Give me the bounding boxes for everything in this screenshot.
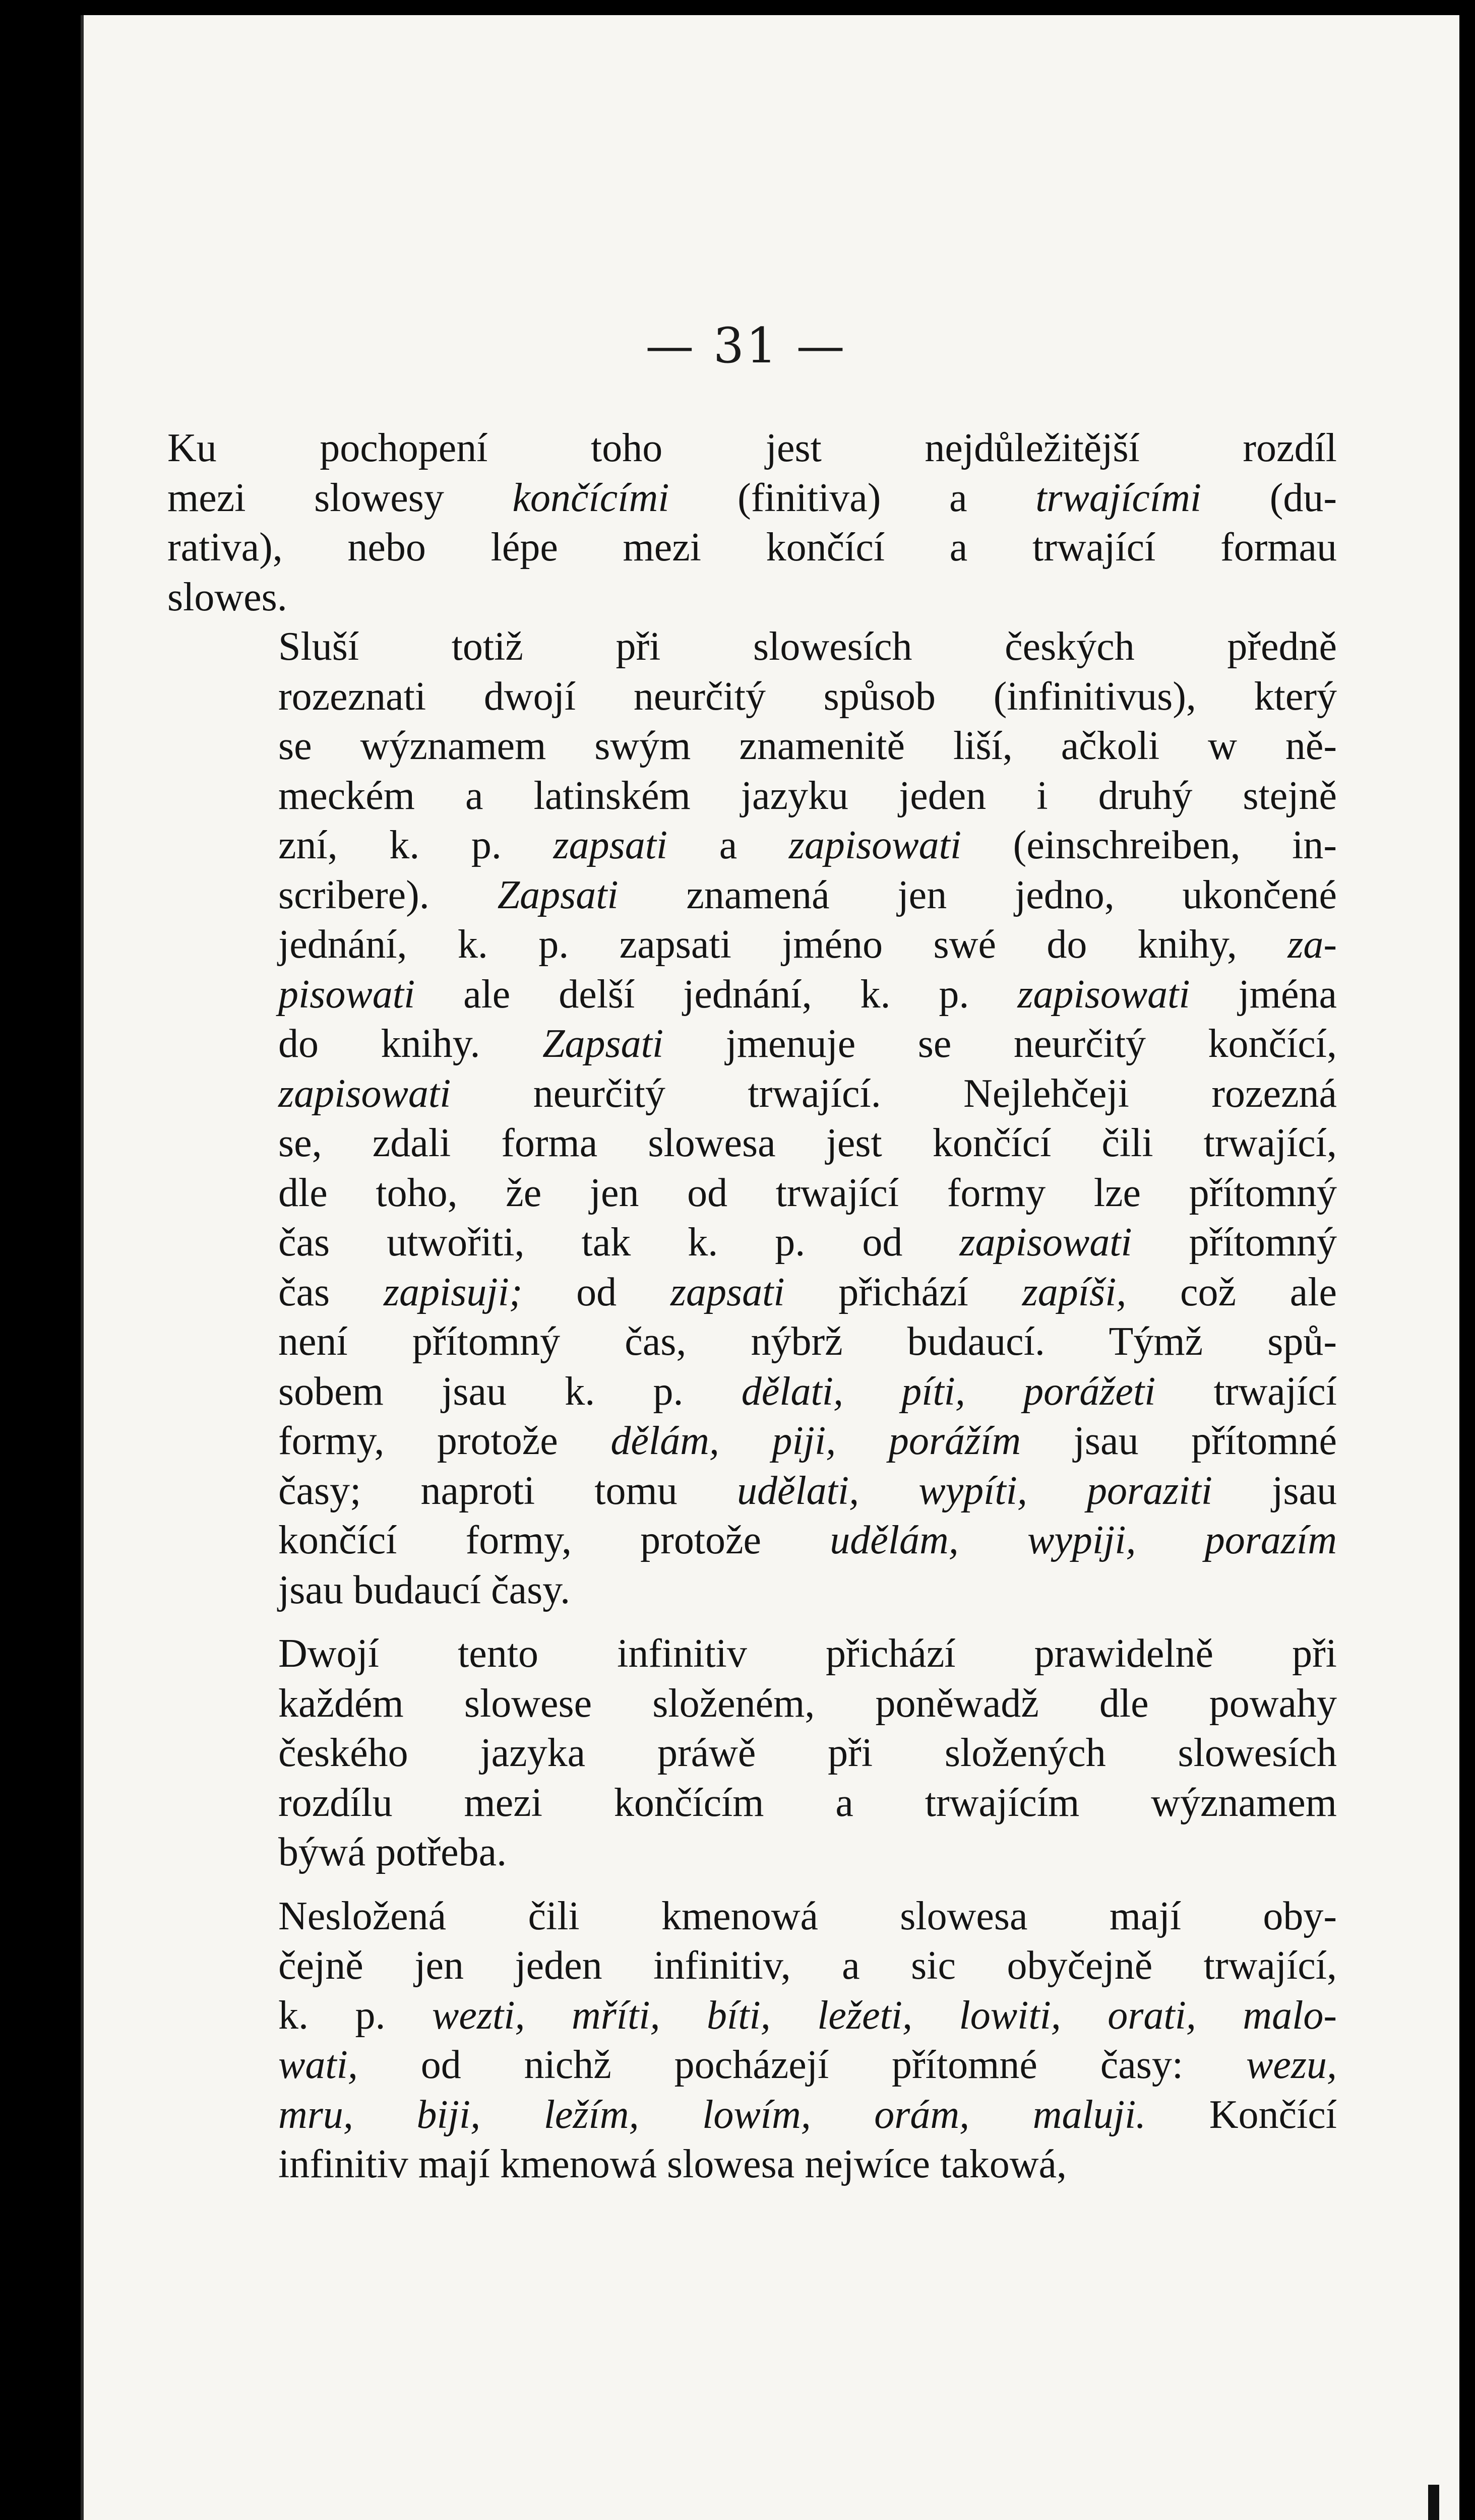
text-run: infinitiv mají kmenowá slowesa nejwíce takowá,: [278, 2142, 1067, 2186]
italic-term: wezu,: [1246, 2043, 1337, 2087]
text-run: není přítomný čas, nýbrž budaucí. Týmž spů-: [278, 1319, 1337, 1364]
text-run: od: [522, 1270, 670, 1314]
text-run: čejně jen jeden infinitiv, a sic obyčejně trwající,: [278, 1943, 1337, 1988]
paragraph: [167, 1629, 1337, 1877]
text-run: každém slowese složeném, poněwadž dle powahy: [278, 1681, 1337, 1726]
text-run: jednání, k. p. zapsati jméno swé do knihy,: [278, 922, 1288, 967]
text-run: Ku pochopení toho jest nejdůležitější rozdíl: [167, 426, 1337, 470]
text-line: [167, 1516, 1337, 1565]
text-run: trwající: [1155, 1369, 1337, 1414]
italic-term: zapsati: [670, 1270, 785, 1314]
italic-term: udělati, wypíti, poraziti: [736, 1468, 1212, 1513]
text-line: [167, 771, 1337, 821]
page-gutter-edge: [81, 15, 84, 2520]
text-line: [167, 1317, 1337, 1367]
text-run: neurčitý trwající. Nejlehčeji rozezná: [451, 1071, 1337, 1116]
text-run: od nichž pocházejí přítomné časy:: [357, 2043, 1246, 2087]
text-run: sobem jsau k. p.: [278, 1369, 742, 1414]
text-line: [167, 1941, 1337, 1991]
text-run: Končící: [1146, 2092, 1337, 2137]
text-line: [167, 821, 1337, 870]
italic-term: trwajícími: [1035, 475, 1202, 520]
text-line: [167, 1168, 1337, 1218]
text-line: [167, 1565, 1337, 1615]
text-run: což ale: [1126, 1270, 1337, 1314]
text-run: Nesložená čili kmenowá slowesa mají oby-: [278, 1894, 1337, 1938]
text-line: [167, 523, 1337, 573]
book-page: [81, 15, 1459, 2520]
italic-term: zapisowati: [1017, 972, 1190, 1017]
text-line: [167, 1466, 1337, 1516]
text-run: formy, protože: [278, 1419, 611, 1463]
italic-term: za-: [1287, 922, 1337, 967]
text-line: [167, 573, 1337, 622]
text-line: [167, 1416, 1337, 1466]
text-run: rozdílu mezi končícím a trwajícím wýznamem: [278, 1780, 1337, 1825]
body-text: [167, 423, 1337, 2189]
text-line: [167, 1728, 1337, 1778]
text-line: [167, 920, 1337, 970]
text-line: [167, 721, 1337, 771]
italic-term: končícími: [512, 475, 669, 520]
paragraph: [167, 1892, 1337, 2189]
text-line: [167, 672, 1337, 722]
page-number: — 31 —: [645, 318, 847, 374]
text-line: [167, 1629, 1337, 1679]
italic-term: zapisuji;: [383, 1270, 523, 1314]
text-run: býwá potřeba.: [278, 1830, 507, 1874]
text-line: [167, 1991, 1337, 2041]
text-run: do knihy.: [278, 1022, 543, 1066]
text-run: a: [667, 823, 789, 867]
text-line: [167, 2090, 1337, 2140]
paragraph: [167, 622, 1337, 1615]
text-run: se wýznamem swým znamenitě liší, ačkoli w ně-: [278, 724, 1337, 768]
text-run: slowes.: [167, 575, 287, 619]
italic-term: udělám, wypiji, porazím: [830, 1518, 1337, 1562]
italic-term: Zapsati: [542, 1022, 664, 1066]
text-run: jmenuje se neurčitý končící,: [663, 1022, 1337, 1066]
text-run: jsau: [1212, 1468, 1337, 1513]
text-line: [167, 2040, 1337, 2090]
italic-term: dělám, piji, porážím: [610, 1419, 1021, 1463]
text-run: českého jazyka práwě při složených slowesích: [278, 1731, 1337, 1775]
text-line: [167, 2139, 1337, 2189]
text-run: rozeznati dwojí neurčitý spůsob (infinitivus), který: [278, 674, 1337, 719]
text-run: končící formy, protože: [278, 1518, 830, 1562]
text-line: [167, 1828, 1337, 1877]
text-line: [167, 1118, 1337, 1168]
text-run: rativa), nebo lépe mezi končící a trwající formau: [167, 525, 1337, 570]
italic-term: zapíši,: [1022, 1270, 1127, 1314]
text-run: Sluší totiž při slowesích českých předně: [278, 624, 1337, 669]
text-line: [167, 870, 1337, 920]
text-run: meckém a latinském jazyku jeden i druhý stejně: [278, 773, 1337, 818]
text-run: ale delší jednání, k. p.: [415, 972, 1018, 1017]
text-line: [167, 473, 1337, 523]
italic-term: wezti, mříti, bíti, ležeti, lowiti, orati, malo-: [432, 1993, 1337, 2038]
text-run: zní, k. p.: [278, 823, 554, 867]
text-line: [167, 622, 1337, 672]
text-run: (du-: [1201, 475, 1337, 520]
text-line: [167, 423, 1337, 473]
text-run: čas utwořiti, tak k. p. od: [278, 1220, 960, 1265]
text-run: mezi slowesy: [167, 475, 513, 520]
text-line: [167, 1268, 1337, 1317]
text-run: časy; naproti tomu: [278, 1468, 737, 1513]
text-line: [167, 1069, 1337, 1119]
text-line: [167, 1778, 1337, 1828]
italic-term: wati,: [278, 2043, 358, 2087]
text-run: přichází: [784, 1270, 1022, 1314]
text-line: [167, 1218, 1337, 1268]
text-run: dle toho, že jen od trwající formy lze přítomný: [278, 1170, 1337, 1215]
italic-term: pisowati: [278, 972, 415, 1017]
text-run: přítomný: [1132, 1220, 1337, 1265]
text-run: scribere).: [278, 872, 498, 917]
italic-term: zapsati: [553, 823, 668, 867]
italic-term: zapisowati: [959, 1220, 1132, 1265]
text-run: Dwojí tento infinitiv přichází prawidelně při: [278, 1631, 1337, 1676]
text-run: znamená jen jedno, ukončené: [618, 872, 1337, 917]
text-run: k. p.: [278, 1993, 432, 2038]
text-line: [167, 970, 1337, 1020]
text-line: [167, 1679, 1337, 1729]
italic-term: dělati, píti, porážeti: [741, 1369, 1156, 1414]
text-run: (einschreiben, in-: [961, 823, 1337, 867]
italic-term: zapisowati: [278, 1071, 451, 1116]
italic-term: zapisowati: [788, 823, 962, 867]
text-run: (finitiva) a: [669, 475, 1036, 520]
text-line: [167, 1019, 1337, 1069]
scan-mark: [1428, 2485, 1439, 2520]
italic-term: Zapsati: [497, 872, 619, 917]
text-run: jsau budaucí časy.: [278, 1567, 571, 1612]
text-line: [167, 1367, 1337, 1417]
text-run: jména: [1190, 972, 1337, 1017]
text-run: se, zdali forma slowesa jest končící čili trwající,: [278, 1121, 1337, 1165]
italic-term: mru, biji, ležím, lowím, orám, maluji.: [278, 2092, 1146, 2137]
text-line: [167, 1892, 1337, 1941]
text-run: jsau přítomné: [1021, 1419, 1337, 1463]
paragraph: [167, 423, 1337, 622]
text-run: čas: [278, 1270, 384, 1314]
